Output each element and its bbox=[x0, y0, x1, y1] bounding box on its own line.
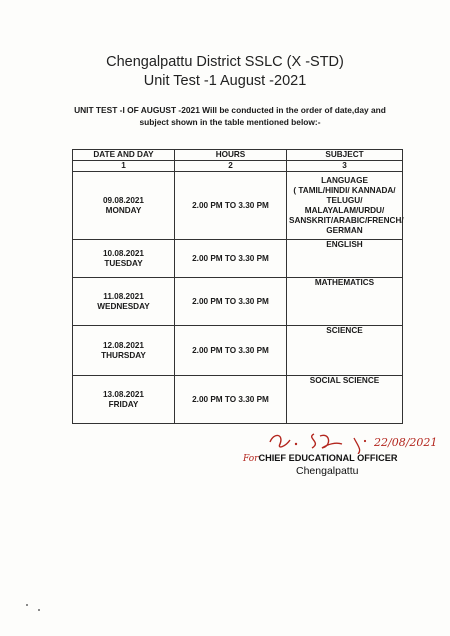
column-number-row bbox=[73, 161, 403, 172]
hours-cell: 2.00 PM TO 3.30 PM bbox=[175, 376, 287, 424]
signature-scribble bbox=[262, 424, 442, 454]
subject-line: MATHEMATICS bbox=[314, 278, 375, 287]
subject-line: SANSKRIT/ARABIC/FRENCH/ bbox=[289, 215, 404, 225]
header-date-and-day: DATE AND DAY bbox=[73, 150, 175, 161]
intro-line-2: subject shown in the table mentioned below:- bbox=[139, 117, 321, 127]
title-line-1: Chengalpattu District SSLC (X -STD) bbox=[106, 54, 344, 70]
table-row bbox=[73, 172, 403, 240]
date-day-cell bbox=[73, 172, 175, 240]
day-text: WEDNESDAY bbox=[97, 301, 150, 311]
day-text: MONDAY bbox=[105, 205, 142, 215]
date-day-cell bbox=[73, 376, 175, 424]
header-subject: SUBJECT bbox=[287, 150, 403, 161]
subject-line: LANGUAGE bbox=[321, 175, 368, 185]
intro-paragraph bbox=[70, 104, 390, 128]
scan-speck bbox=[38, 609, 40, 611]
date-text: 10.08.2021 bbox=[103, 248, 144, 258]
date-day-cell bbox=[73, 326, 175, 376]
subject-cell bbox=[287, 278, 403, 326]
date-text: 13.08.2021 bbox=[103, 389, 144, 399]
date-text: 09.08.2021 bbox=[103, 195, 144, 205]
document-title bbox=[0, 53, 450, 91]
table-row bbox=[73, 326, 403, 376]
subject-line: ( TAMIL/HINDI/ KANNADA/ bbox=[293, 185, 396, 195]
schedule-table bbox=[72, 149, 403, 424]
subject-cell bbox=[287, 326, 403, 376]
subject-line: GERMAN bbox=[326, 225, 363, 235]
hours-cell: 2.00 PM TO 3.30 PM bbox=[175, 278, 287, 326]
subject-line: TELUGU/ bbox=[326, 195, 363, 205]
header-row bbox=[73, 150, 403, 161]
subject-line: ENGLISH bbox=[326, 240, 363, 249]
column-number-1: 1 bbox=[73, 161, 175, 172]
signatory-line bbox=[243, 453, 398, 464]
hours-cell: 2.00 PM TO 3.30 PM bbox=[175, 326, 287, 376]
intro-line-1: UNIT TEST -I OF AUGUST -2021 Will be conducted in the order of date,day and bbox=[74, 105, 386, 115]
signatory-title: CHIEF EDUCATIONAL OFFICER bbox=[258, 453, 398, 463]
subject-cell bbox=[287, 376, 403, 424]
day-text: THURSDAY bbox=[101, 350, 146, 360]
table-row bbox=[73, 278, 403, 326]
title-line-2: Unit Test -1 August -2021 bbox=[143, 73, 307, 89]
signatory-place: Chengalpattu bbox=[296, 465, 359, 477]
signature-handwritten-date: 22/08/2021 bbox=[374, 436, 438, 449]
header-hours: HOURS bbox=[175, 150, 287, 161]
scan-speck bbox=[26, 604, 28, 606]
day-text: TUESDAY bbox=[104, 258, 143, 268]
day-text: FRIDAY bbox=[108, 399, 139, 409]
date-text: 12.08.2021 bbox=[103, 340, 144, 350]
hours-cell: 2.00 PM TO 3.30 PM bbox=[175, 240, 287, 278]
date-text: 11.08.2021 bbox=[103, 291, 144, 301]
schedule-body bbox=[73, 172, 403, 424]
subject-line: SOCIAL SCIENCE bbox=[309, 376, 380, 385]
subject-line: SCIENCE bbox=[326, 326, 363, 335]
table-row bbox=[73, 376, 403, 424]
column-number-2: 2 bbox=[175, 161, 287, 172]
signatory-prefix: For bbox=[243, 454, 259, 464]
table-row bbox=[73, 240, 403, 278]
date-day-cell bbox=[73, 240, 175, 278]
subject-line: MALAYALAM/URDU/ bbox=[304, 205, 385, 215]
date-day-cell bbox=[73, 278, 175, 326]
column-number-3: 3 bbox=[287, 161, 403, 172]
subject-cell bbox=[287, 240, 403, 278]
hours-cell: 2.00 PM TO 3.30 PM bbox=[175, 172, 287, 240]
subject-cell bbox=[287, 172, 403, 240]
